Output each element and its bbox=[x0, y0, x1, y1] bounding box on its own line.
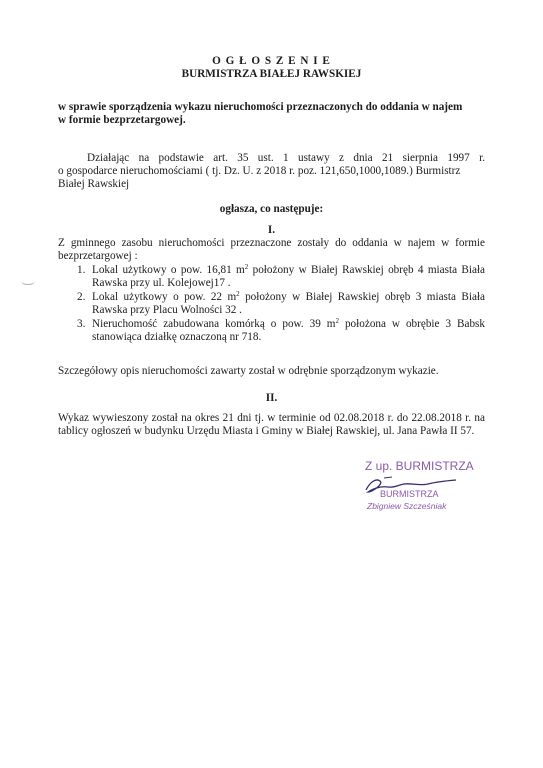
section-1-intro-line-2: bezprzetargowej : bbox=[58, 250, 138, 262]
subject-line-1: w sprawie sporządzenia wykazu nieruchomości przeznaczonych do oddania w najem bbox=[58, 101, 463, 113]
section-2-numeral: II. bbox=[265, 392, 278, 404]
list-item-line-1: Lokal użytkowy o pow. 16,81 $m^2$ położony w Białej Rawskiej obręb 4 miasta Biała bbox=[92, 263, 485, 276]
detail-note: Szczegółowy opis nieruchomości zawarty został w odrębnie sporządzonym wykazie. bbox=[58, 365, 439, 377]
section-2-line-2: tablicy ogłoszeń w budynku Urzędu Miasta i Gminy w Białej Rawskiej, ul. Jana Pawła II 57. bbox=[58, 425, 475, 437]
list-item-line-1: Lokal użytkowy o pow. 22 $m^2$ położony w Białej Rawskiej obręb 3 miasta Biała bbox=[92, 290, 485, 303]
heading-issuer: BURMISTRZA BIAŁEJ RAWSKIEJ bbox=[181, 68, 362, 80]
stamp-title-line: BURMISTRZA bbox=[380, 489, 439, 499]
stamp-authorization-line: Z up. BURMISTRZA bbox=[365, 459, 474, 473]
list-item-line-1: Nieruchomość zabudowana komórką o pow. 39 $m^2$ położona w obrębie 3 Babsk bbox=[92, 317, 485, 330]
subject-line-2: w formie bezprzetargowej. bbox=[58, 114, 186, 126]
section-1-numeral: I. bbox=[267, 224, 276, 236]
heading-title: O G Ł O S Z E N I E bbox=[212, 55, 331, 67]
section-1-intro-line-1: Z gminnego zasobu nieruchomości przeznaczone zostały do oddania w najem w formie bbox=[58, 237, 485, 249]
margin-punch-mark bbox=[21, 278, 35, 285]
list-item-line-2: Rawska przy ul. Kolejowej17 . bbox=[92, 277, 231, 289]
list-item-number: 3. bbox=[77, 318, 86, 330]
list-item-line-2: Rawska przy Placu Wolności 32 . bbox=[92, 304, 242, 316]
intro-line-2: o gospodarce nieruchomościami ( tj. Dz. U. z 2018 r. poz. 121,650,1000,1089.) Burmistrz bbox=[58, 165, 461, 177]
section-2-line-1: Wykaz wywieszony został na okres 21 dni tj. w terminie od 02.08.2018 r. do 22.08.2018 r. na bbox=[58, 412, 485, 424]
stamp-name-line: Zbigniew Szcześniak bbox=[367, 501, 447, 511]
list-item-number: 2. bbox=[77, 291, 86, 303]
intro-line-3: Białej Rawskiej bbox=[58, 178, 130, 190]
list-item-number: 1. bbox=[77, 264, 86, 276]
announces-line: ogłasza, co następuje: bbox=[219, 203, 324, 215]
list-item-line-2: stanowiąca działkę oznaczoną nr 718. bbox=[92, 331, 262, 343]
intro-line-1: Działając na podstawie art. 35 ust. 1 ustawy z dnia 21 sierpnia 1997 r. bbox=[87, 152, 485, 164]
